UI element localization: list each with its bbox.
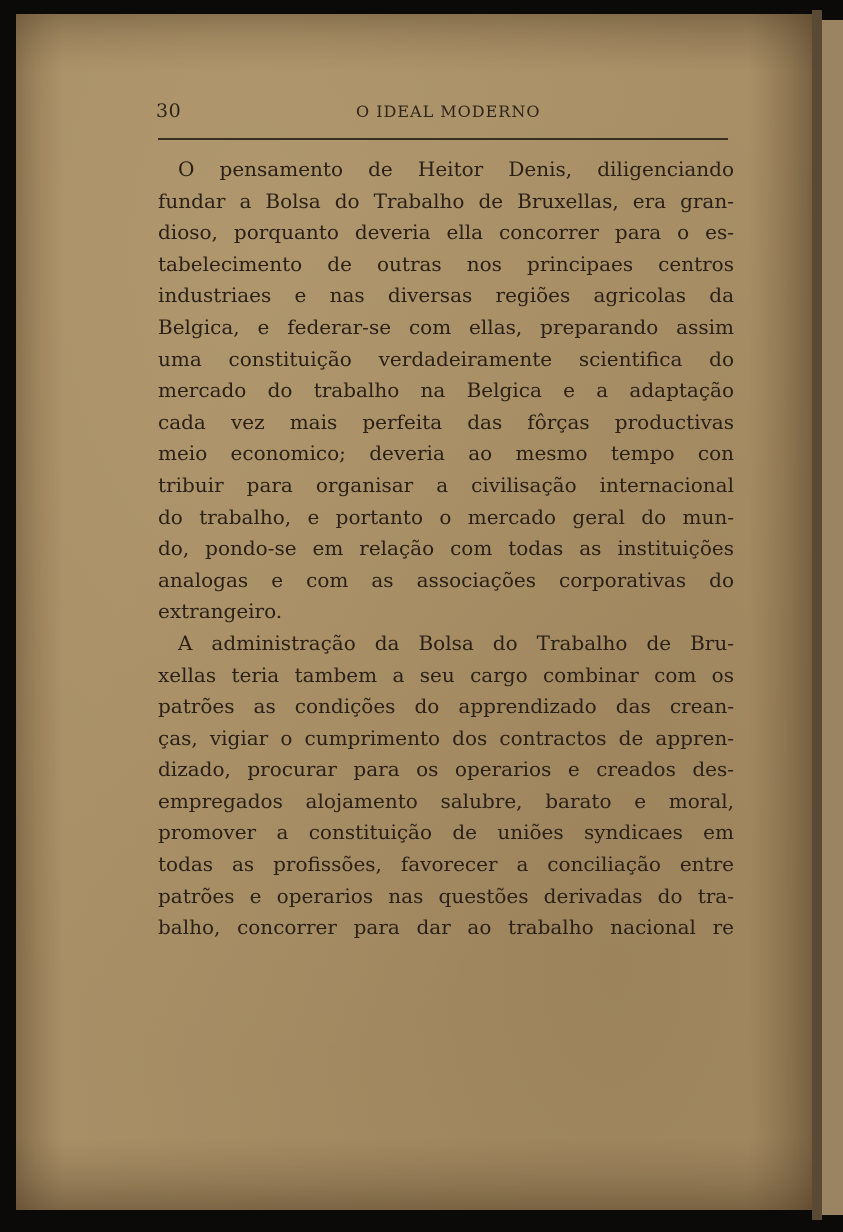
text-line: tabelecimento de outras nos principaes centros <box>158 251 734 276</box>
text-line: fundar a Bolsa do Trabalho de Bruxellas, era gran- <box>158 188 734 213</box>
text-line: todas as profissões, favorecer a conciliação entre <box>158 852 734 877</box>
text-line: Belgica, e federar-se com ellas, preparando assim <box>158 314 734 339</box>
text-line: industriaes e nas diversas regiões agricolas da <box>158 283 734 308</box>
text-line: O pensamento de Heitor Denis, diligenciando <box>178 157 734 181</box>
running-title: O IDEAL MODERNO <box>356 102 541 121</box>
text-line: A administração da Bolsa do Trabalho de Bru- <box>178 630 734 655</box>
header-rule <box>158 138 728 140</box>
page-sheet <box>16 14 812 1210</box>
text-line: cada vez mais perfeita das fôrças productivas <box>158 409 734 434</box>
text-line: empregados alojamento salubre, barato e moral, <box>158 788 734 813</box>
text-line: patrões e operarios nas questões derivadas do tra- <box>158 883 734 908</box>
text-line: ças, vigiar o cumprimento dos contractos de appren- <box>158 725 734 750</box>
text-line: do, pondo-se em relação com todas as instituições <box>158 536 734 561</box>
text-line: analogas e com as associações corporativas do <box>158 567 734 592</box>
adjacent-page-edge <box>822 20 843 1215</box>
book-spine <box>812 10 822 1220</box>
text-line: dioso, porquanto deveria ella concorrer para o es- <box>158 220 734 245</box>
text-line: meio economico; deveria ao mesmo tempo con <box>158 441 734 466</box>
paragraph-2 <box>158 628 734 944</box>
text-line: balho, concorrer para dar ao trabalho nacional re <box>158 915 734 940</box>
page-number: 30 <box>156 100 182 122</box>
text-line: dizado, procurar para os operarios e creados des- <box>158 757 734 782</box>
text-line: mercado do trabalho na Belgica e a adaptação <box>158 378 734 403</box>
body-text <box>158 154 734 944</box>
text-line: uma constituição verdadeiramente scientifica do <box>158 346 734 371</box>
text-line: extrangeiro. <box>158 599 283 624</box>
text-line: xellas teria tambem a seu cargo combinar com os <box>158 662 734 687</box>
text-line: tribuir para organisar a civilisação internacional <box>158 472 734 497</box>
text-line: patrões as condições do apprendizado das crean- <box>158 694 734 719</box>
text-line: do trabalho, e portanto o mercado geral do mun- <box>158 504 734 529</box>
text-line: promover a constituição de uniões syndicaes em <box>158 820 734 845</box>
paragraph-1 <box>158 154 734 628</box>
running-header <box>16 94 812 124</box>
